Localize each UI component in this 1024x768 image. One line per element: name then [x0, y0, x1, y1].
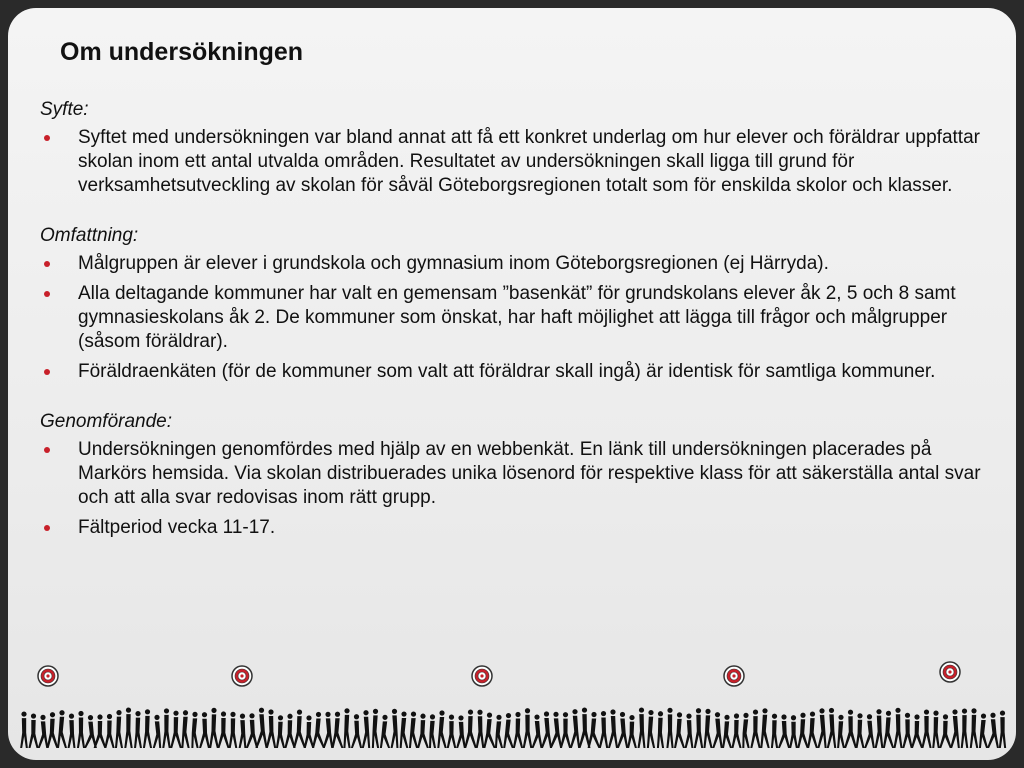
people-silhouettes	[20, 707, 1006, 748]
person-silhouette-icon	[883, 711, 894, 748]
person-silhouette-icon	[722, 715, 732, 748]
slide-content	[40, 98, 1000, 566]
bullet-text: Alla deltagande kommuner har valt en gemensam ”basenkät” för grundskolans elever åk 2, 5 och 8 samt gymnasieskolans åk 2. De kommuner som önskat, har haft möjlighet att lägga till frågor och målgrupper (såsom föräldrar).	[78, 283, 956, 352]
person-silhouette-icon	[47, 712, 59, 748]
person-silhouette-icon	[391, 709, 399, 748]
person-silhouette-icon	[217, 711, 229, 748]
bullet-dot-icon	[44, 261, 50, 267]
person-silhouette-icon	[638, 707, 646, 748]
person-silhouette-icon	[864, 714, 875, 748]
bullet-dot-icon	[44, 369, 50, 375]
person-silhouette-icon	[20, 711, 28, 748]
bullet-dot-icon	[44, 291, 50, 297]
person-silhouette-icon	[617, 712, 628, 748]
person-silhouette-icon	[703, 709, 712, 748]
person-silhouette-icon	[372, 709, 379, 748]
person-silhouette-icon	[797, 713, 808, 748]
slide	[8, 8, 1016, 760]
person-silhouette-icon	[987, 713, 999, 748]
person-silhouette-icon	[104, 714, 114, 748]
person-silhouette-icon	[351, 714, 362, 748]
person-silhouette-icon	[209, 708, 219, 748]
page-title: Om undersökningen	[60, 38, 304, 66]
person-silhouette-icon	[57, 710, 67, 748]
person-silhouette-icon	[476, 710, 485, 748]
person-silhouette-icon	[750, 709, 760, 748]
person-silhouette-icon	[304, 715, 315, 748]
person-silhouette-icon	[950, 709, 960, 748]
person-silhouette-icon	[170, 711, 182, 748]
person-silhouette-icon	[666, 708, 673, 748]
target-icon	[724, 666, 744, 686]
target-icons	[38, 662, 960, 686]
person-silhouette-icon	[932, 711, 940, 748]
person-silhouette-icon	[124, 708, 132, 748]
person-silhouette-icon	[483, 713, 495, 748]
person-silhouette-icon	[817, 708, 826, 748]
person-silhouette-icon	[312, 712, 325, 748]
bullet-dot-icon	[44, 135, 50, 141]
person-silhouette-icon	[685, 714, 694, 748]
person-silhouette-icon	[694, 708, 703, 748]
person-silhouette-icon	[239, 714, 247, 748]
person-silhouette-icon	[153, 715, 161, 748]
person-silhouette-icon	[134, 711, 142, 748]
person-silhouette-icon	[837, 715, 845, 748]
person-silhouette-icon	[579, 707, 591, 748]
person-silhouette-icon	[266, 709, 276, 748]
section-syfte	[40, 98, 1000, 198]
person-silhouette-icon	[513, 712, 523, 748]
list-item	[40, 252, 1000, 276]
person-silhouette-icon	[902, 713, 912, 748]
target-icon	[232, 666, 252, 686]
person-silhouette-icon	[380, 715, 390, 748]
list-item	[40, 360, 1000, 384]
section-heading: Genomförande:	[40, 411, 173, 432]
person-silhouette-icon	[523, 708, 533, 748]
person-silhouette-icon	[417, 714, 429, 748]
person-silhouette-icon	[293, 710, 306, 748]
person-silhouette-icon	[94, 714, 107, 748]
person-silhouette-icon	[844, 710, 857, 748]
person-silhouette-icon	[742, 713, 749, 748]
person-silhouette-icon	[115, 710, 123, 748]
person-silhouette-icon	[503, 713, 514, 748]
person-silhouette-icon	[464, 709, 477, 748]
target-icon	[38, 666, 58, 686]
person-silhouette-icon	[999, 710, 1006, 748]
person-silhouette-icon	[68, 714, 76, 748]
target-icon	[472, 666, 492, 686]
person-silhouette-icon	[970, 708, 978, 748]
person-silhouette-icon	[162, 708, 170, 748]
person-silhouette-icon	[608, 709, 618, 748]
list-item	[40, 126, 1000, 198]
person-silhouette-icon	[199, 712, 210, 748]
person-silhouette-icon	[778, 714, 790, 748]
person-silhouette-icon	[362, 710, 370, 748]
person-silhouette-icon	[807, 711, 818, 748]
person-silhouette-icon	[893, 708, 902, 748]
person-silhouette-icon	[599, 711, 608, 748]
person-silhouette-icon	[276, 715, 285, 748]
person-silhouette-icon	[979, 713, 988, 748]
person-silhouette-icon	[627, 715, 637, 748]
person-silhouette-icon	[541, 711, 552, 748]
person-silhouette-icon	[550, 712, 562, 748]
crowd-silhouette-decoration	[8, 650, 1016, 760]
person-silhouette-icon	[939, 714, 952, 748]
person-silhouette-icon	[456, 715, 466, 748]
person-silhouette-icon	[343, 708, 350, 748]
section-genomforande	[40, 410, 1000, 540]
person-silhouette-icon	[229, 712, 238, 748]
person-silhouette-icon	[674, 712, 685, 748]
target-icon	[940, 662, 960, 682]
person-silhouette-icon	[760, 708, 769, 748]
person-silhouette-icon	[647, 710, 655, 748]
person-silhouette-icon	[657, 711, 664, 748]
person-silhouette-icon	[284, 714, 295, 748]
person-silhouette-icon	[495, 715, 503, 748]
person-silhouette-icon	[409, 711, 418, 748]
person-silhouette-icon	[731, 713, 741, 748]
bullet-dot-icon	[44, 447, 50, 453]
person-silhouette-icon	[827, 708, 836, 748]
person-silhouette-icon	[332, 712, 344, 748]
person-silhouette-icon	[560, 712, 571, 748]
person-silhouette-icon	[191, 712, 198, 748]
bullet-text: Undersökningen genomfördes med hjälp av en webbenkät. En länk till undersökningen placerades på Markörs hemsida. Via skolan distribuerades unika lösenord för respektive klass för att säkerställa antal svar och att alla svar redovisas inom rätt grupp.	[78, 439, 981, 508]
bullet-text: Målgruppen är elever i grundskola och gymnasium inom Göteborgsregionen (ej Härryda).	[78, 253, 829, 274]
person-silhouette-icon	[532, 714, 543, 748]
person-silhouette-icon	[143, 709, 152, 748]
person-silhouette-icon	[38, 715, 49, 748]
person-silhouette-icon	[429, 714, 436, 748]
person-silhouette-icon	[921, 709, 931, 748]
person-silhouette-icon	[84, 715, 97, 748]
person-silhouette-icon	[961, 708, 969, 748]
section-heading: Syfte:	[40, 99, 89, 120]
person-silhouette-icon	[437, 710, 446, 748]
person-silhouette-icon	[255, 708, 267, 748]
bullet-text: Föräldraenkäten (för de kommuner som valt att föräldrar skall ingå) är identisk för samtliga kommuner.	[78, 361, 936, 382]
section-heading: Omfattning:	[40, 225, 139, 246]
person-silhouette-icon	[447, 715, 456, 748]
bullet-text: Syftet med undersökningen var bland annat att få ett konkret underlag om hur elever och föräldrar uppfattar skolan inom ett antal utvalda områden. Resultatet av undersökningen skall ligga till grund för verksamhetsutveckling av skolan för såväl Göteborgsregionen totalt som för enskilda skolor och klasser.	[78, 127, 980, 196]
bullet-text: Fältperiod vecka 11-17.	[78, 517, 276, 538]
bullet-dot-icon	[44, 525, 50, 531]
person-silhouette-icon	[400, 711, 409, 748]
person-silhouette-icon	[875, 709, 884, 748]
person-silhouette-icon	[789, 715, 798, 748]
person-silhouette-icon	[570, 709, 580, 748]
person-silhouette-icon	[323, 712, 334, 748]
person-silhouette-icon	[856, 713, 865, 748]
person-silhouette-icon	[246, 713, 258, 748]
person-silhouette-icon	[911, 714, 923, 748]
person-silhouette-icon	[588, 712, 601, 748]
list-item	[40, 438, 1000, 510]
person-silhouette-icon	[77, 711, 85, 748]
person-silhouette-icon	[181, 710, 189, 748]
list-item	[40, 282, 1000, 354]
person-silhouette-icon	[28, 713, 38, 748]
section-omfattning	[40, 224, 1000, 384]
list-item	[40, 516, 1000, 540]
person-silhouette-icon	[771, 714, 778, 748]
person-silhouette-icon	[712, 712, 722, 748]
